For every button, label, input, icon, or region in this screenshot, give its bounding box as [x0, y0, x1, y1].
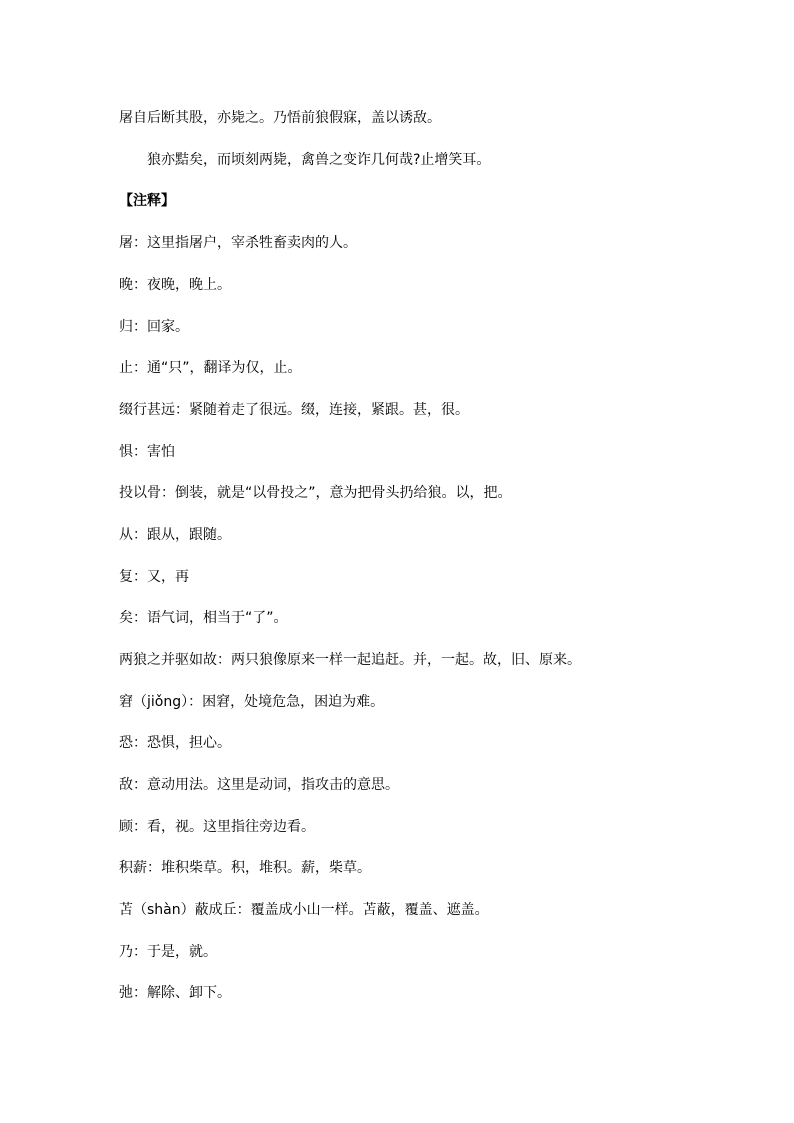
note-item: 弛：解除、卸下。: [119, 985, 231, 1001]
note-item: 两狼之并驱如故：两只狼像原来一样一起追赶。并，一起。故，旧、原来。: [119, 652, 581, 668]
note-item: 积薪：堆积柴草。积，堆积。薪，柴草。: [119, 860, 371, 876]
note-item: 矣：语气词，相当于“了”。: [119, 610, 288, 626]
note-item: 窘（jiǒng）：困窘，处境危急，困迫为难。: [119, 694, 385, 710]
note-item: 复：又，再: [119, 569, 189, 585]
note-item: 投以骨：倒装，就是“以骨投之”，意为把骨头扔给狼。以，把。: [119, 485, 512, 501]
note-item: 归：回家。: [119, 319, 189, 335]
note-item: 顾：看，视。这里指往旁边看。: [119, 819, 315, 835]
note-item: 晚：夜晚，晚上。: [119, 277, 231, 293]
note-item: 缀行甚远：紧随着走了很远。缀，连接，紧跟。甚，很。: [119, 402, 469, 418]
note-item: 屠：这里指屠户，宰杀牲畜卖肉的人。: [119, 235, 357, 251]
notes-heading: 【注释】: [119, 193, 175, 209]
note-item: 苫（shàn）蔽成丘：覆盖成小山一样。苫蔽，覆盖、遮盖。: [119, 902, 489, 918]
note-item: 恐：恐惧，担心。: [119, 735, 231, 751]
note-item: 乃：于是，就。: [119, 944, 217, 960]
note-item: 止：通“只”，翻译为仅，止。: [119, 360, 302, 376]
note-item: 敌：意动用法。这里是动词，指攻击的意思。: [119, 777, 399, 793]
note-item: 从：跟从，跟随。: [119, 527, 231, 543]
body-paragraph: 屠自后断其股，亦毙之。乃悟前狼假寐，盖以诱敌。: [119, 110, 441, 126]
body-paragraph: 狼亦黠矣，而顷刻两毙，禽兽之变诈几何哉?止增笑耳。: [147, 152, 491, 168]
note-item: 惧：害怕: [119, 444, 175, 460]
